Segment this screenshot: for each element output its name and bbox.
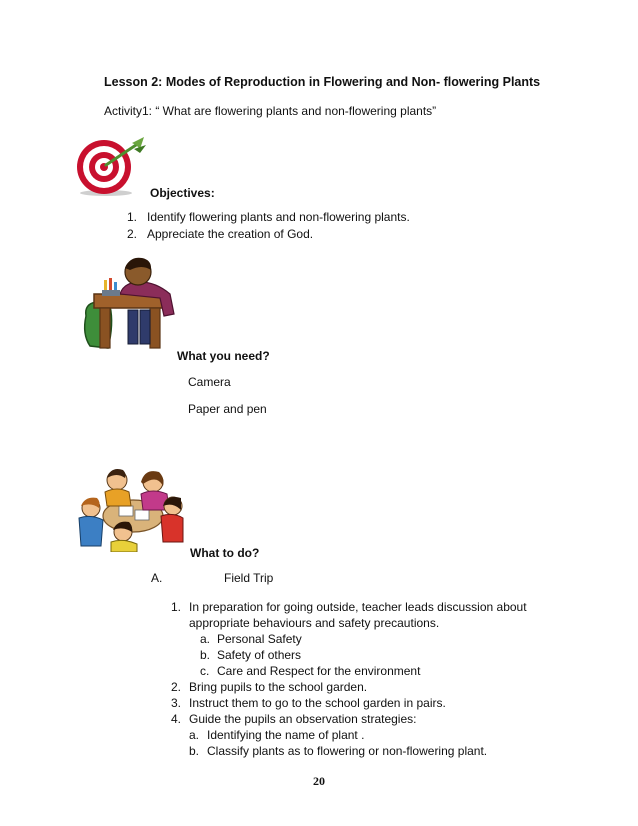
sub-step-text: Personal Safety	[217, 632, 302, 646]
sub-step-text: Identifying the name of plant .	[207, 728, 365, 742]
step-number: 3.	[171, 696, 182, 710]
sub-step-letter: a.	[200, 632, 211, 646]
objective-item: Appreciate the creation of God.	[147, 227, 314, 241]
sub-step-letter: a.	[189, 728, 200, 742]
step-number: 2.	[171, 680, 182, 694]
target-dart-icon	[74, 135, 152, 197]
step-text: Guide the pupils an observation strategies:	[189, 712, 417, 726]
group-of-students-icon	[77, 466, 185, 552]
page-number: 20	[313, 774, 325, 788]
sub-step-text: Care and Respect for the environment	[217, 664, 421, 678]
activity-title: Activity1: “ What are flowering plants and non-flowering plants”	[104, 104, 437, 118]
what-to-do-heading: What to do?	[190, 546, 260, 560]
student-at-desk-icon	[80, 254, 180, 354]
objectives-heading: Objectives:	[150, 186, 215, 200]
step-number: 4.	[171, 712, 182, 726]
section-title: Field Trip	[224, 571, 274, 585]
section-letter: A.	[151, 571, 163, 585]
step-text: In preparation for going outside, teacher leads discussion about	[189, 600, 527, 614]
step-text-continued: appropriate behaviours and safety precautions.	[189, 616, 440, 630]
sub-step-text: Safety of others	[217, 648, 302, 662]
sub-step-letter: b.	[189, 744, 200, 758]
objective-number: 2.	[127, 227, 138, 241]
objective-number: 1.	[127, 210, 138, 224]
sub-step-letter: c.	[200, 664, 210, 678]
lesson-title: Lesson 2: Modes of Reproduction in Flowering and Non- flowering Plants	[104, 75, 541, 89]
sub-step-letter: b.	[200, 648, 211, 662]
objective-item: Identify flowering plants and non-flowering plants.	[147, 210, 410, 224]
step-text: Bring pupils to the school garden.	[189, 680, 368, 694]
material-item: Camera	[188, 375, 231, 389]
step-text: Instruct them to go to the school garden in pairs.	[189, 696, 446, 710]
material-item: Paper and pen	[188, 402, 267, 416]
sub-step-text: Classify plants as to flowering or non-flowering plant.	[207, 744, 488, 758]
what-you-need-heading: What you need?	[177, 349, 270, 363]
step-number: 1.	[171, 600, 182, 614]
